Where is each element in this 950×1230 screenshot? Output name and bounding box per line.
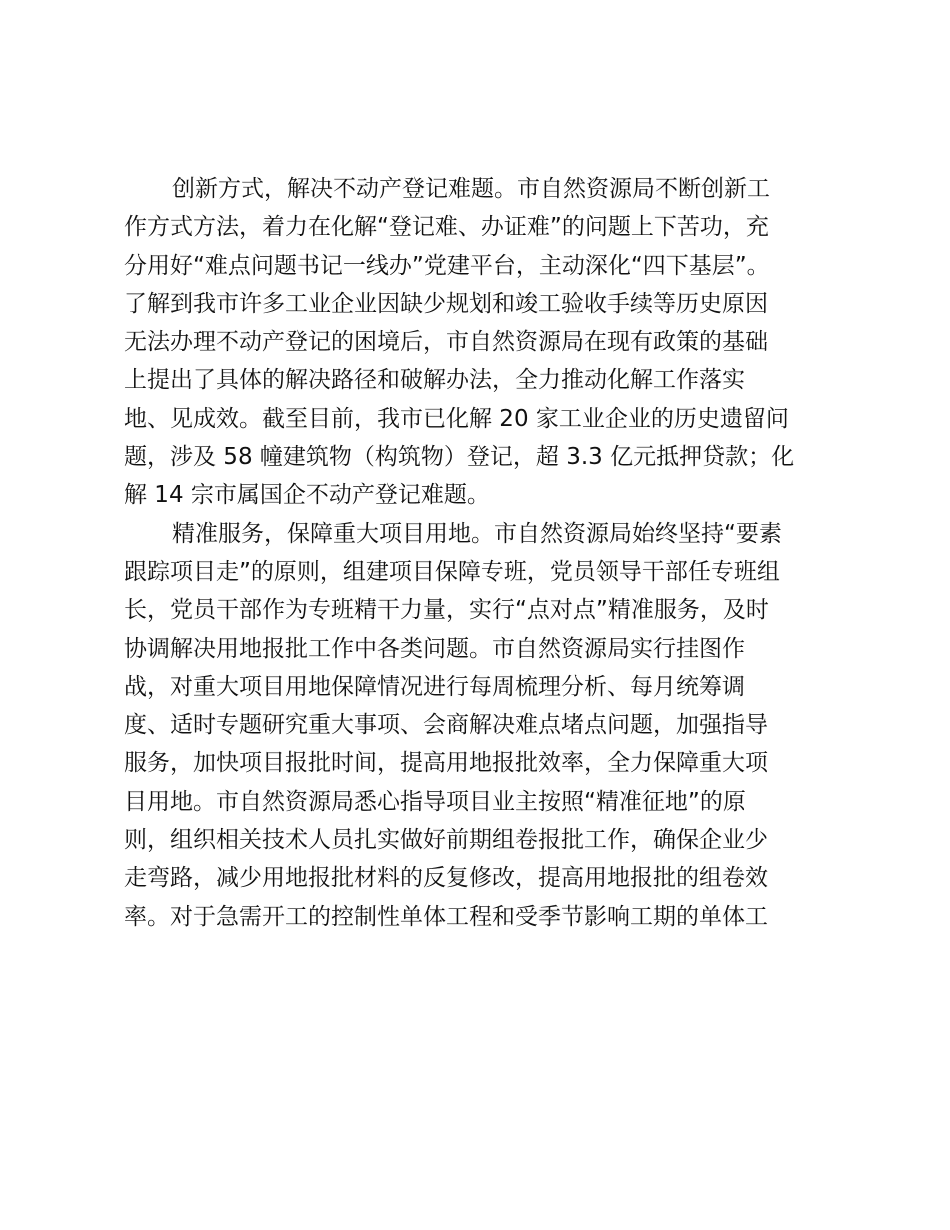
paragraph-2-line-9: 则，组织相关技术人员扎实做好前期组卷报批工作，确保企业少 (124, 827, 768, 854)
paragraph-2-line-11: 率。对于急需开工的控制性单体工程和受季节影响工期的单体工 (124, 903, 768, 930)
paragraph-2-line-3: 长，党员干部作为专班精干力量，实行“点对点”精准服务，及时 (124, 597, 769, 624)
paragraph-2-line-7: 服务，加快项目报批时间，提高用地报批效率，全力保障重大项 (124, 750, 768, 777)
paragraph-2-line-2: 跟踪项目走”的原则，组建项目保障专班，党员领导干部任专班组 (124, 558, 780, 585)
paragraph-1-line-5: 无法办理不动产登记的困境后，市自然资源局在现有政策的基础 (124, 329, 768, 356)
paragraph-2-line-6: 度、适时专题研究重大事项、会商解决难点堵点问题，加强指导 (124, 712, 768, 739)
paragraph-2-line-8: 目用地。市自然资源局悉心指导项目业主按照“精准征地”的原 (124, 788, 746, 815)
paragraph-2-line-1: 精准服务，保障重大项目用地。市自然资源局始终坚持“要素 (172, 520, 782, 547)
paragraph-1-line-6: 上提出了具体的解决路径和破解办法，全力推动化解工作落实 (124, 367, 745, 394)
paragraph-2-line-5: 战，对重大项目用地保障情况进行每周梳理分析、每月统筹调 (124, 673, 745, 700)
paragraph-2-line-4: 协调解决用地报批工作中各类问题。市自然资源局实行挂图作 (124, 635, 745, 662)
paragraph-1-line-7: 地、见成效。截至目前，我市已化解 20 家工业企业的历史遗留问 (124, 405, 789, 432)
paragraph-1-line-3: 分用好“难点问题书记一线办”党建平台，主动深化“四下基层”。 (124, 252, 770, 279)
paragraph-1-line-8: 题，涉及 58 幢建筑物（构筑物）登记，超 3.3 亿元抵押贷款；化 (124, 444, 795, 471)
paragraph-1-line-1: 创新方式，解决不动产登记难题。市自然资源局不断创新工 (172, 176, 770, 202)
paragraph-1-line-2: 作方式方法，着力在化解“登记难、办证难”的问题上下苦功，充 (124, 214, 769, 241)
paragraph-2-line-10: 走弯路，减少用地报批材料的反复修改，提高用地报批的组卷效 (124, 865, 768, 892)
body-text (124, 170, 844, 936)
paragraph-1-line-9: 解 14 宗市属国企不动产登记难题。 (124, 482, 490, 509)
paragraph-1-line-4: 了解到我市许多工业企业因缺少规划和竣工验收手续等历史原因 (124, 290, 768, 317)
